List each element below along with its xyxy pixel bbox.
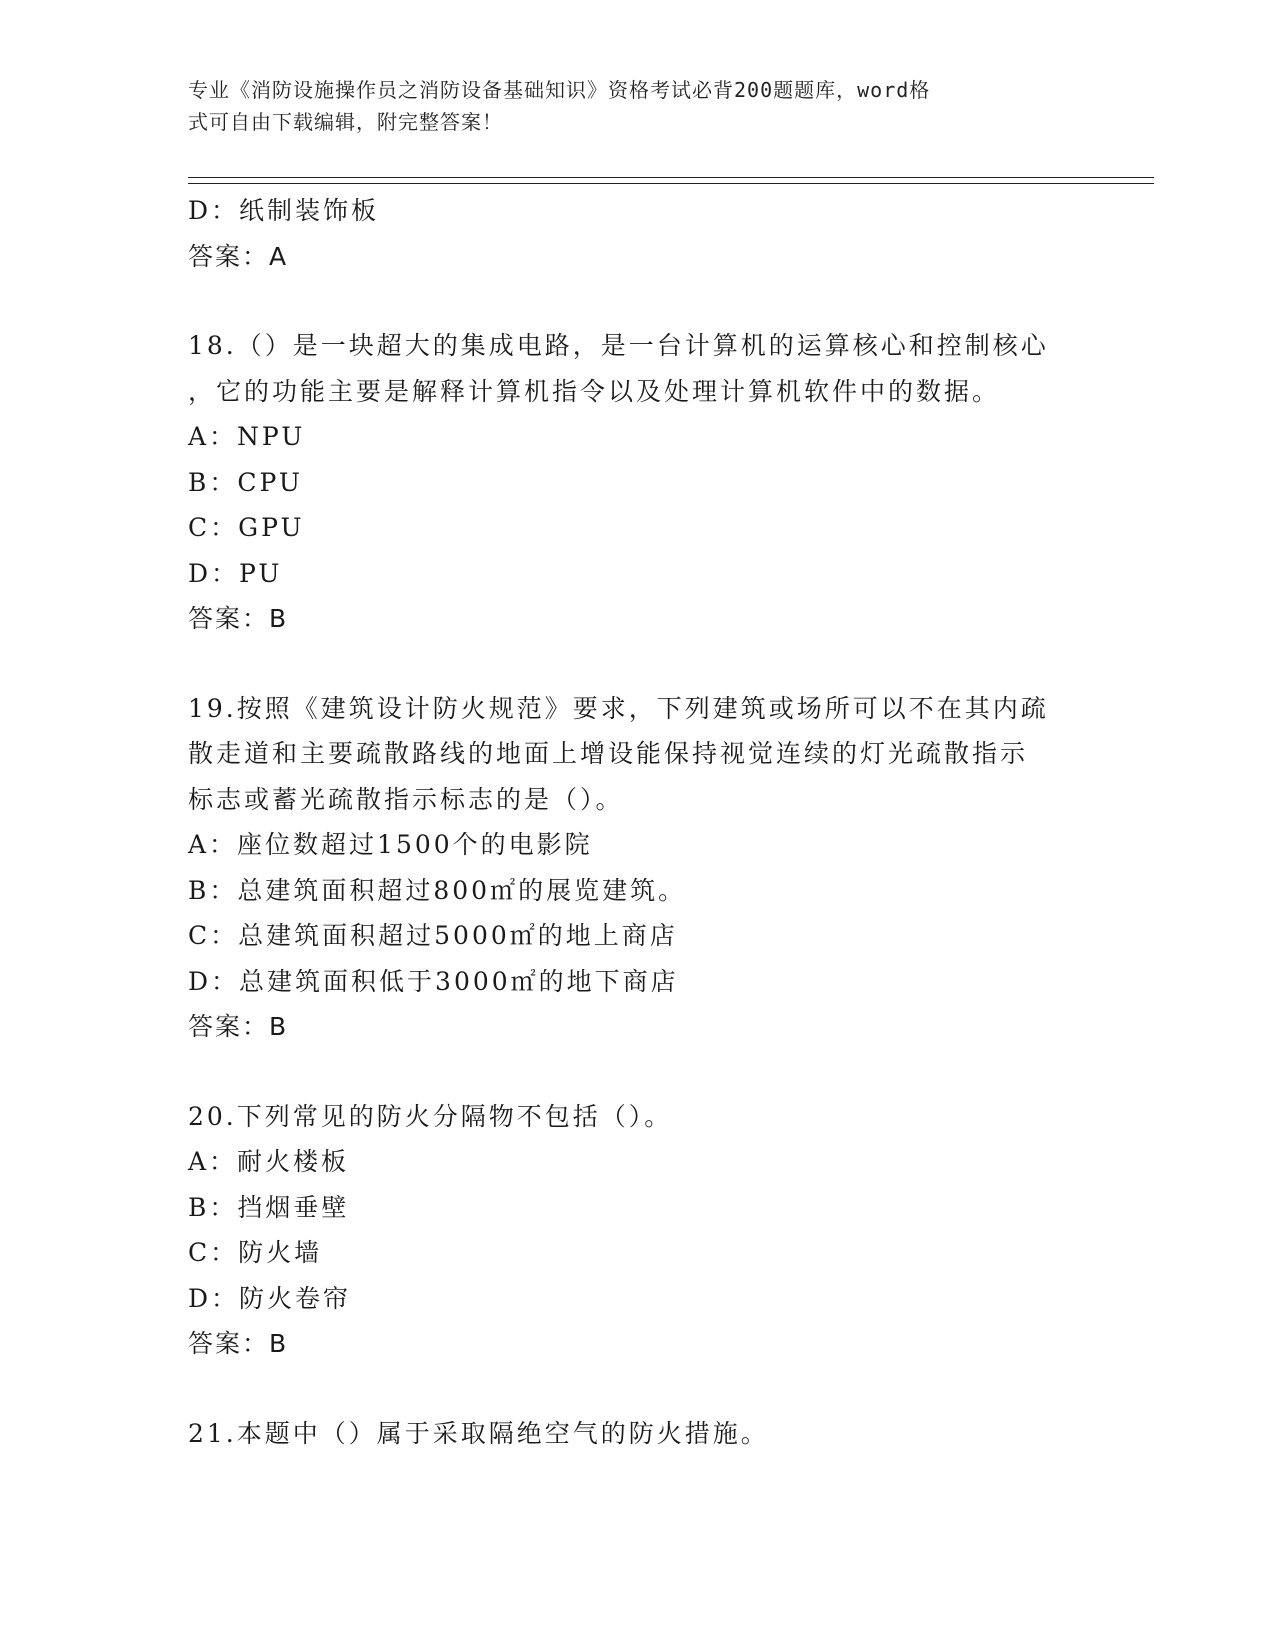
header-line-2: 式可自由下载编辑，附完整答案！ [188, 110, 503, 134]
question-stem-line: 21.本题中（）属于采取隔绝空气的防火措施。 [188, 1418, 769, 1448]
answer-line: 答案：A [188, 241, 289, 271]
question-stem-line: ，它的功能主要是解释计算机指令以及处理计算机软件中的数据。 [188, 376, 1001, 406]
header-rule-bottom [188, 183, 1154, 184]
question-list [188, 188, 1088, 1456]
answer-line: 答案：B [188, 1012, 289, 1041]
option-c: C：总建筑面积超过5000㎡的地上商店 [188, 921, 678, 950]
option-d: D：PU [188, 558, 283, 588]
question-stem-line: 20.下列常见的防火分隔物不包括（）。 [188, 1101, 673, 1131]
option-d: D：纸制装饰板 [188, 196, 380, 225]
spacer [188, 1367, 1088, 1411]
header-rule-top [188, 177, 1154, 178]
question-20 [188, 1094, 1088, 1367]
question-stem-line: 18.（）是一块超大的集成电路，是一台计算机的运算核心和控制核心 [188, 331, 1049, 360]
option-b: B：总建筑面积超过800㎡的展览建筑。 [188, 875, 687, 905]
option-a: A：座位数超过1500个的电影院 [188, 830, 593, 859]
question-17-tail [188, 188, 1088, 279]
option-c: C：防火墙 [188, 1238, 323, 1267]
question-21 [188, 1411, 1088, 1457]
question-stem-line: 19.按照《建筑设计防火规范》要求，下列建筑或场所可以不在其内疏 [188, 693, 1049, 723]
option-b: B：挡烟垂壁 [188, 1192, 350, 1222]
question-18 [188, 323, 1088, 642]
option-d: D：防火卷帘 [188, 1283, 352, 1313]
answer-line: 答案：B [188, 604, 289, 633]
question-19 [188, 686, 1088, 1050]
option-b: B：CPU [188, 467, 303, 497]
header-line-1: 专业《消防设施操作员之消防设备基础知识》资格考试必背200题题库，word格 [188, 78, 931, 102]
question-stem-line: 散走道和主要疏散路线的地面上增设能保持视觉连续的灯光疏散指示 [188, 739, 1029, 768]
spacer [188, 1050, 1088, 1094]
option-a: A：耐火楼板 [188, 1147, 350, 1176]
question-stem-line: 标志或蓄光疏散指示标志的是（）。 [188, 784, 624, 814]
option-d: D：总建筑面积低于3000㎡的地下商店 [188, 966, 679, 996]
spacer [188, 642, 1088, 686]
spacer [188, 279, 1088, 323]
option-c: C：GPU [188, 513, 305, 542]
document-header [188, 74, 1068, 138]
answer-line: 答案：B [188, 1329, 289, 1358]
option-a: A：NPU [188, 422, 306, 451]
